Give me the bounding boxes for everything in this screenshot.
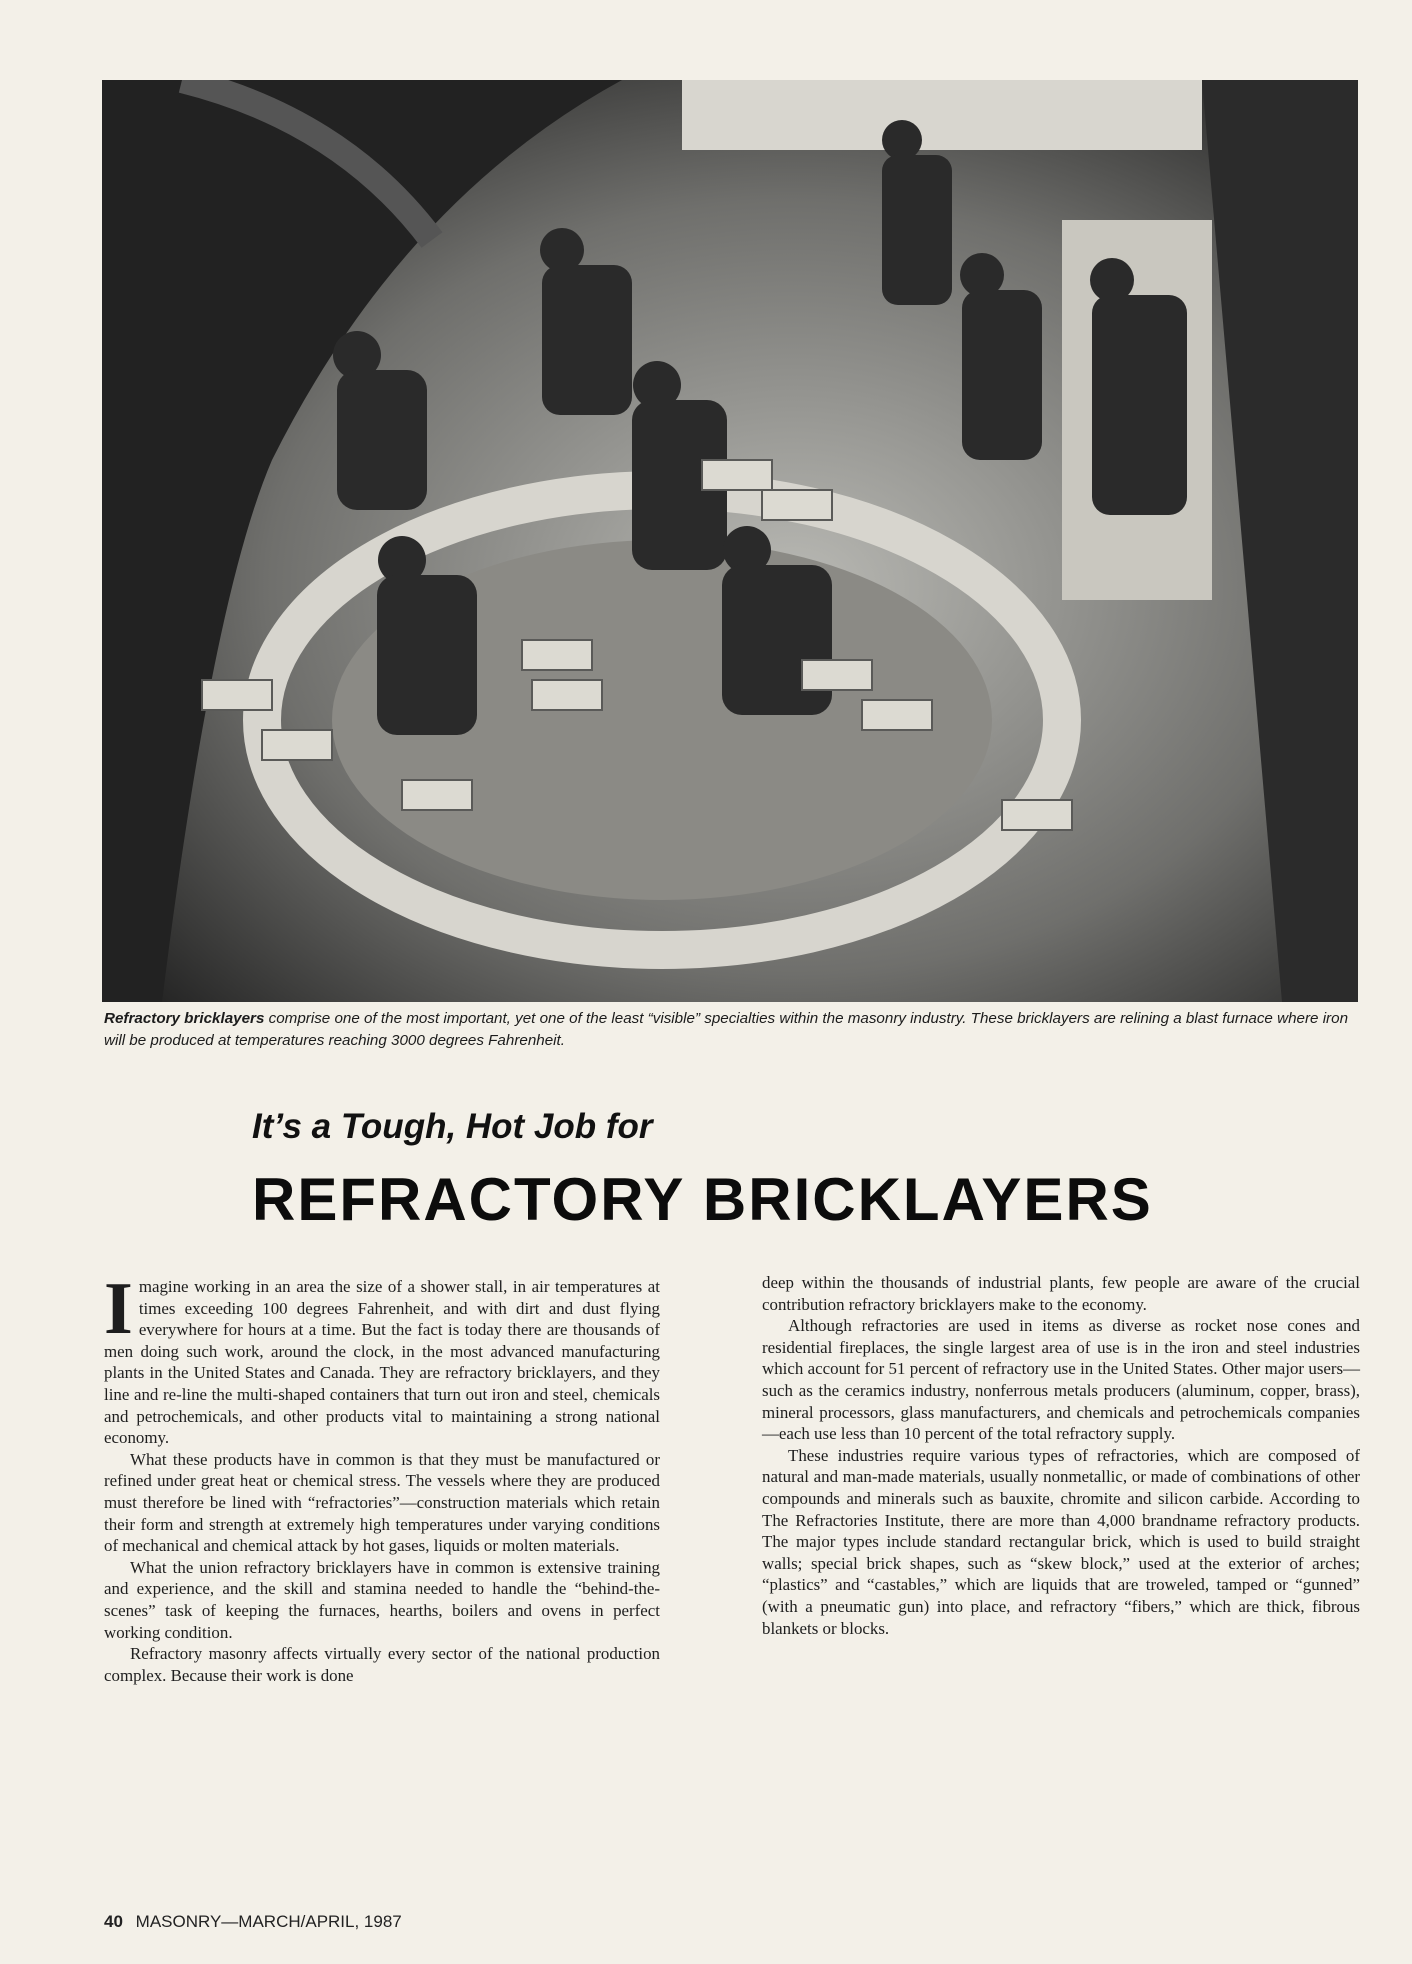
publication-info: MASONRY—MARCH/APRIL, 1987 <box>135 1912 402 1931</box>
photo-caption <box>104 1008 1364 1052</box>
paragraph-1-text: magine working in an area the size of a shower stall, in air temperatures at times exceeding 100 degrees Fahrenheit, and with dirt and dust flying everywhere for hours at a time. But the fact is today there are thousands of men doing such work, around the clock, in the most advanced manufacturing plants in the United States and Canada. They are refractory bricklayers, and they line and re-line the multi-shaped containers that turn out iron and steel, chemicals and petrochemicals, and other products vital to maintaining a strong national economy. <box>104 1277 660 1448</box>
caption-text: comprise one of the most important, yet one of the least “visible” specialties within the masonry industry. These bricklayers are relining a blast furnace where iron will be produced at temperatures reaching 3000 degrees Fahrenheit. <box>104 1010 1349 1049</box>
paragraph-1 <box>104 1268 660 1449</box>
paragraph-5: deep within the thousands of industrial plants, few people are aware of the crucial contribution refractory bricklayers make to the economy. <box>762 1273 1360 1314</box>
caption-lead: Refractory bricklayers <box>104 1010 265 1027</box>
article-column-left <box>104 1268 660 1686</box>
paragraph-3: What the union refractory bricklayers have in common is extensive training and experience, and the skill and stamina needed to handle the “behind-the-scenes” task of keeping the furnaces, hearths, boilers and ovens in perfect working condition. <box>104 1557 660 1642</box>
paragraph-6: Although refractories are used in items as diverse as rocket nose cones and residential fireplaces, the single largest area of use is in the iron and steel industries which account for 51 percent of refractory use in the United States. Other major users—such as the ceramics industry, nonferrous metals producers (aluminum, copper, brass), mineral processors, glass manufacturers, and chemicals and petrochemicals companies—each use less than 10 percent of the total refractory supply. <box>762 1316 1360 1444</box>
page-footer <box>104 1912 402 1932</box>
furnace-photo-illustration <box>102 80 1358 1002</box>
furnace-photo <box>102 80 1358 1002</box>
article-kicker: It’s a Tough, Hot Job for <box>252 1107 653 1146</box>
article-column-right <box>762 1272 1360 1639</box>
drop-cap: I <box>104 1268 133 1350</box>
paragraph-7: These industries require various types of refractories, which are composed of natural and man-made materials, usually nonmetallic, or made of combinations of other compounds and minerals such as bauxite, chromite and silicon carbide. According to The Refractories Institute, there are more than 4,000 brandname refractory products. The major types include standard rectangular brick, which is used to build straight walls; special brick shapes, such as “skew block,” used at the exterior of arches; “plastics” and “castables,” which are liquids that are troweled, tamped or “gunned” (with a pneumatic gun) into place, and refractory “fibers,” which are thick, fibrous blankets or blocks. <box>762 1445 1360 1638</box>
paragraph-4: Refractory masonry affects virtually every sector of the national production complex. Because their work is done <box>104 1644 660 1685</box>
page-number: 40 <box>104 1912 123 1931</box>
article-headline: REFRACTORY BRICKLAYERS <box>252 1166 1153 1233</box>
paragraph-2: What these products have in common is that they must be manufactured or refined under great heat or chemical stress. The vessels where they are produced must therefore be lined with “refractories”—construction materials which retain their form and strength at extremely high temperatures under varying conditions of mechanical and chemical attack by hot gases, liquids or molten materials. <box>104 1449 660 1556</box>
